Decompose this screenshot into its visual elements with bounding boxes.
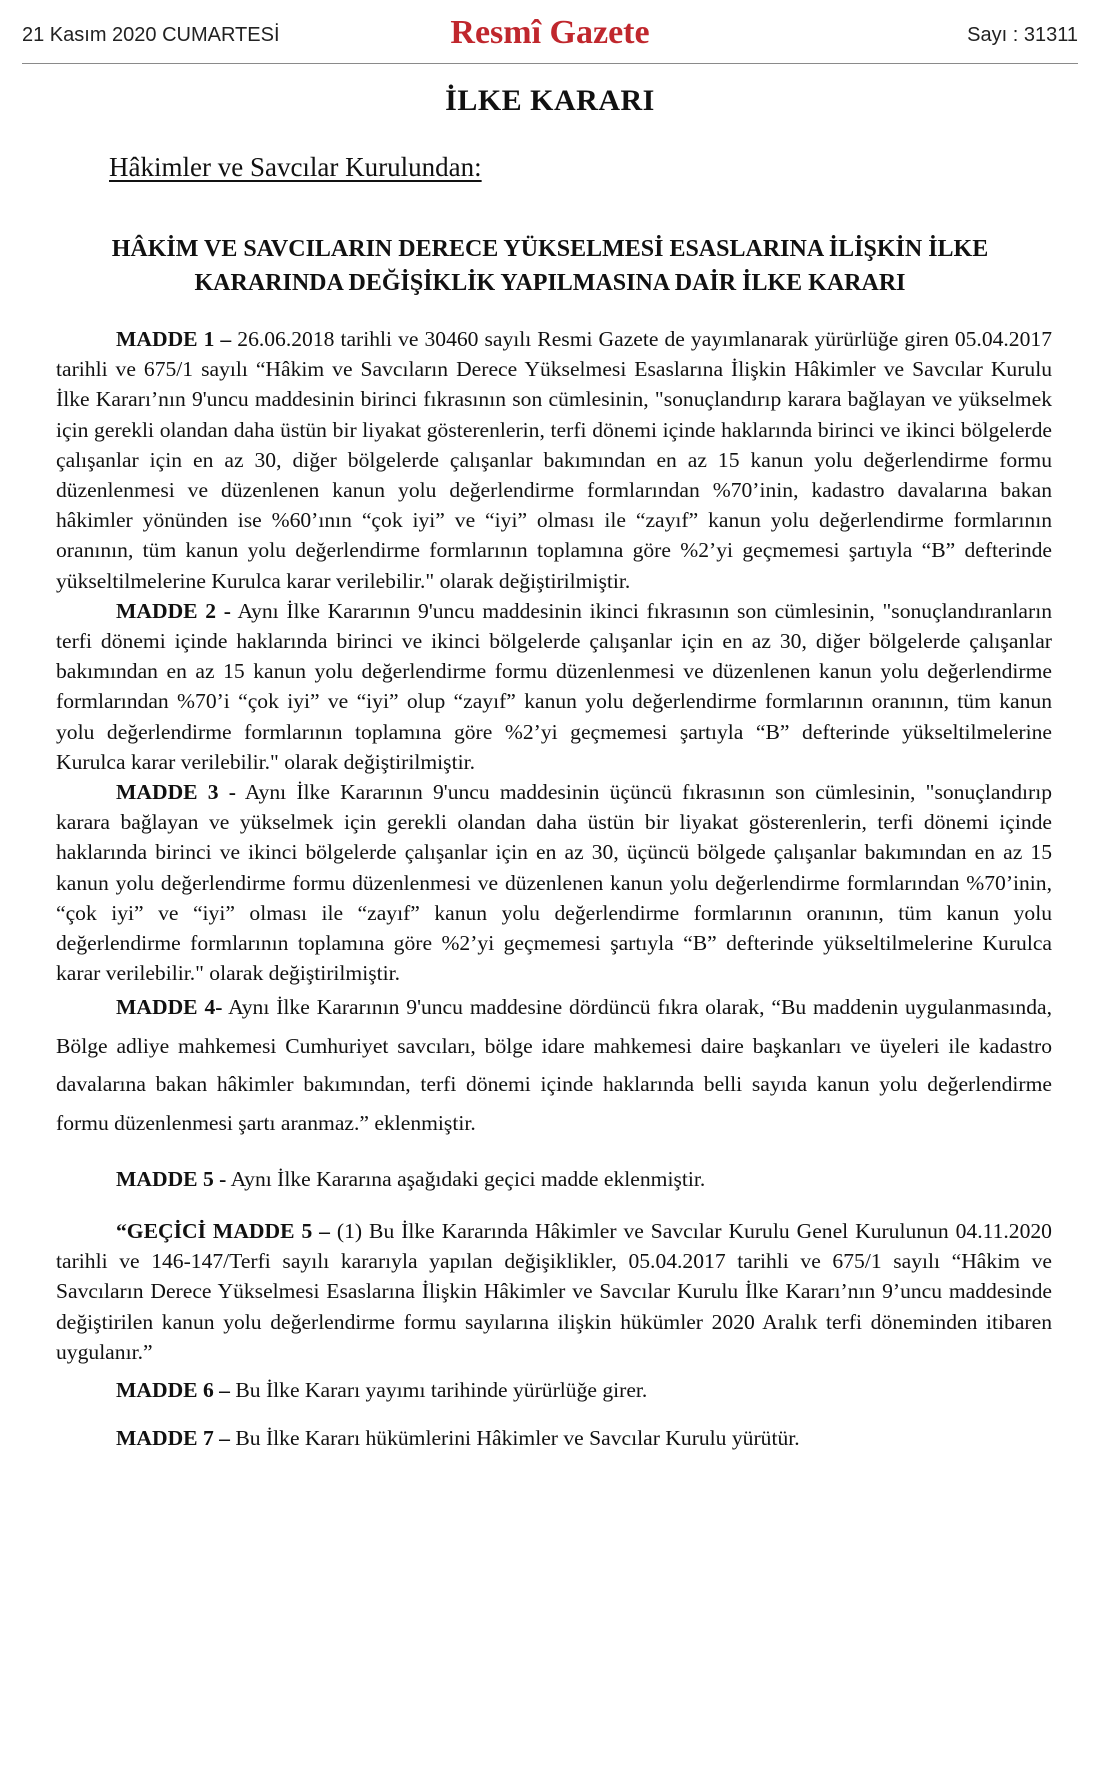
article-4-block	[56, 988, 1052, 1142]
provisional-article-block	[56, 1216, 1052, 1367]
article-6	[56, 1375, 1052, 1405]
header-date: 21 Kasım 2020 CUMARTESİ	[22, 24, 280, 46]
article-label: “GEÇİCİ MADDE 5 –	[116, 1219, 330, 1243]
article-label: MADDE 3 -	[116, 780, 236, 805]
article-label: MADDE 4-	[116, 995, 223, 1019]
heading-line-1: HÂKİM VE SAVCILARIN DERECE YÜKSELMESİ ESASLARINA İLİŞKİN İLKE	[111, 236, 989, 262]
article-7-block	[56, 1423, 1052, 1453]
article-7	[56, 1423, 1052, 1453]
provisional-article-5	[56, 1216, 1052, 1367]
issuer-line: Hâkimler ve Savcılar Kurulundan:	[109, 152, 482, 182]
article-text: Aynı İlke Kararının 9'uncu maddesine dördüncü fıkra olarak, “Bu maddenin uygulanmasında, Bölge adliye mahkemesi Cumhuriyet savcıları, bölge idare mahkemesi daire başkanları ve üyeleri ile kadastro davalarına bakan hâkimler bakımından, terfi dönemi içinde haklarında belli sayıda kanun yolu değerlendirme formu düzenlenmesi şartı aranmaz.” eklenmiştir.	[56, 995, 1052, 1135]
page-header	[22, 14, 1078, 60]
article-3	[56, 777, 1052, 988]
article-text: Aynı İlke Kararının 9'uncu maddesinin ikinci fıkrasının son cümlesinin, "sonuçlandıranların terfi dönemi içinde haklarında birinci ve ikinci bölgelerde çalışanlar için en az 30, diğer bölgelerde çalışanlar bakımından en az 15 kanun yolu değerlendirme formu düzenlenmesi ve düzenlenen kanun yolu değerlendirme formlarından %70’i “çok iyi” ve “iyi” olup “zayıf” kanun yolu değerlendirme formlarının oranının, tüm kanun yolu değerlendirme formlarının toplamına göre %2’yi geçmemesi şartıyla “B” defterinde yükseltilmelerine Kurulca karar verilebilir." olarak değiştirilmiştir.	[56, 598, 1053, 774]
header-divider	[22, 63, 1078, 64]
article-label: MADDE 1 –	[116, 327, 232, 351]
heading-line-2: KARARINDA DEĞİŞİKLİK YAPILMASINA DAİR İLKE KARARI	[194, 270, 906, 296]
article-label: MADDE 5 -	[116, 1167, 227, 1191]
article-text: Bu İlke Kararı hükümlerini Hâkimler ve Savcılar Kurulu yürütür.	[229, 1426, 800, 1450]
document-type-title: İLKE KARARI	[445, 84, 655, 117]
article-label: MADDE 6 –	[116, 1378, 230, 1402]
article-6-block	[56, 1375, 1052, 1405]
articles-1-4	[56, 324, 1052, 988]
article-text: (1) Bu İlke Kararında Hâkimler ve Savcılar Kurulu Genel Kurulunun 04.11.2020 tarihli ve 146-147/Terfi sayılı kararıyla yapılan değişiklikler, 05.04.2017 tarihli ve 675/1 sayılı “Hâkim ve Savcıların Derece Yükselmesi Esaslarına İlişkin Hâkimler ve Savcılar Kurulu İlke Kararı’nın 9’uncu maddesinde değiştirilen kanun yolu değerlendirme formu sayılarına ilişkin hükümler 2020 Aralık terfi döneminden itibaren uygulanır.”	[56, 1219, 1052, 1364]
article-4	[56, 988, 1052, 1142]
article-text: Bu İlke Kararı yayımı tarihinde yürürlüğe girer.	[229, 1378, 648, 1402]
article-text: Aynı İlke Kararının 9'uncu maddesinin üçüncü fıkrasının son cümlesinin, "sonuçlandırıp karara bağlayan ve yükselmek için gerekli olandan daha üstün bir liyakat gösterenlerin, terfi dönemi içinde haklarında birinci ve ikinci bölgelerde çalışanlar için en az 30, üçüncü bölgede çalışanlar bakımından en az 15 kanun yolu değerlendirme formu düzenlenmesi ve düzenlenen kanun yolu değerlendirme formlarından %70’inin, “çok iyi” ve “iyi” olması ile “zayıf” kanun yolu değerlendirme formlarının oranının, tüm kanun yolu değerlendirme formlarının toplamına göre %2’yi geçmemesi şartıyla “B” defterinde yükseltilmelerine Kurulca karar verilebilir." olarak değiştirilmiştir.	[56, 780, 1052, 986]
article-5	[56, 1164, 1052, 1194]
article-text: 26.06.2018 tarihli ve 30460 sayılı Resmi Gazete de yayımlanarak yürürlüğe giren 05.04.2017 tarihli ve 675/1 sayılı “Hâkim ve Savcıların Derece Yükselmesi Esaslarına İlişkin Hâkimler ve Savcılar Kurulu İlke Kararı’nın 9'uncu maddesinin birinci fıkrasının son cümlesinin, "sonuçlandırıp karara bağlayan ve yükselmek için gerekli olandan daha üstün bir liyakat gösterenlerin, terfi dönemi içinde haklarında birinci ve ikinci bölgelerde çalışanlar için en az 30, diğer bölgelerde çalışanlar bakımından en az 15 kanun yolu değerlendirme formu düzenlenmesi ve düzenlenen kanun yolu değerlendirme formlarından %70’inin, kadastro davalarına bakan hâkimler yönünden ise %60’ının “çok iyi” ve “iyi” olması ile “zayıf” kanun yolu değerlendirme formlarının oranının, tüm kanun yolu değerlendirme formlarının toplamına göre %2’yi geçmemesi şartıyla “B” defterinde yükseltilmelerine Kurulca karar verilebilir." olarak değiştirilmiştir.	[56, 327, 1052, 593]
article-label: MADDE 7 –	[116, 1426, 230, 1450]
article-text: Aynı İlke Kararına aşağıdaki geçici madde eklenmiştir.	[226, 1167, 706, 1191]
issue-number: Sayı : 31311	[967, 24, 1078, 46]
decision-heading	[60, 232, 1040, 300]
article-label: MADDE 2 -	[116, 598, 231, 623]
article-5-block	[56, 1164, 1052, 1194]
gazette-title: Resmî Gazete	[450, 14, 650, 51]
article-2	[56, 596, 1052, 777]
article-1	[56, 324, 1052, 596]
